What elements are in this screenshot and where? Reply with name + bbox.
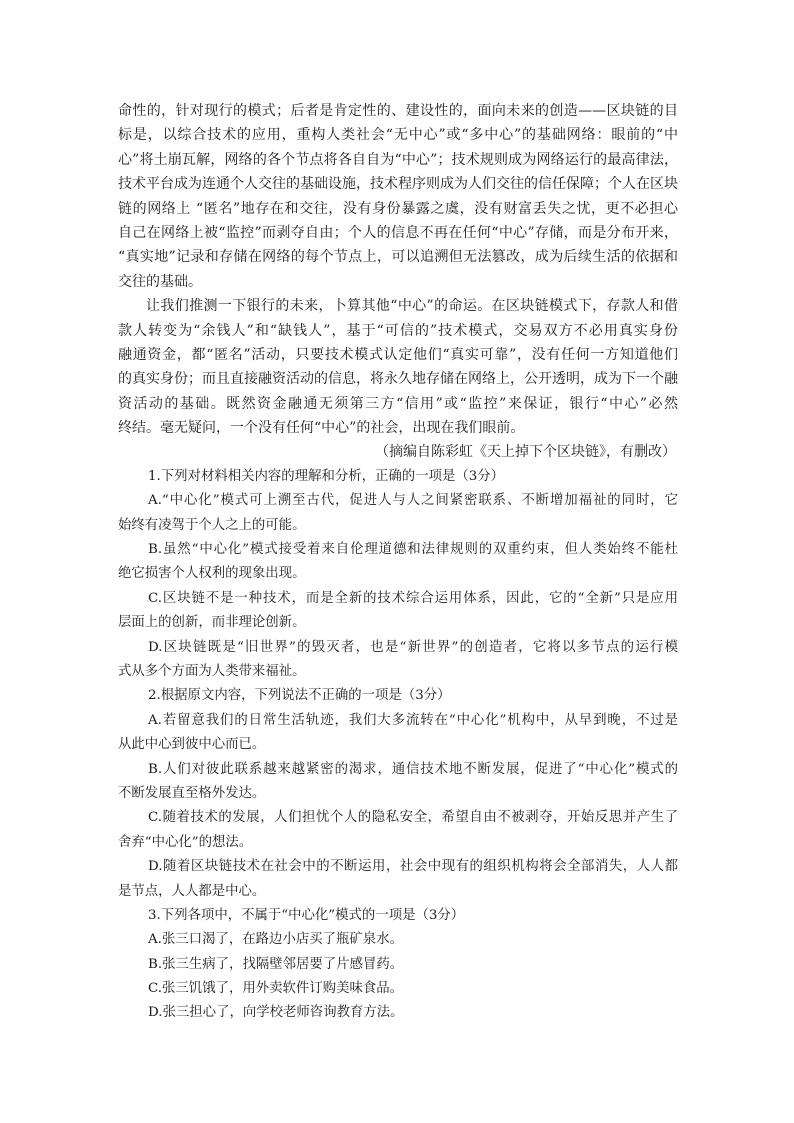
option-c-line-1: C.随着技术的发展，人们担忧个人的隐私安全，希望自由不被剥夺，开始反思并产生了 [148,810,678,826]
option-d-line-1: D.区块链既是“旧世界”的毁灭者，也是“新世界”的创造者，它将以多节点的运行模 [148,639,678,655]
text-line: 的真实身份；而且直接融资活动的信息，将永久地存储在网络上，公开透明，成为下一个融 [118,371,678,388]
option-d-line-1: D.随着区块链技术在社会中的不断运用，社会中现有的组织机构将会全部消失，人人都 [148,859,678,875]
text-line: 命性的，针对现行的模式；后者是肯定性的、建设性的，面向未来的创造——区块链的目 [118,103,678,119]
question-3 [118,904,678,1026]
option-a-line-1: A.若留意我们的日常生活轨迹，我们大多流转在“中心化”机构中，从早到晚，不过是 [148,712,678,728]
text-line: 让我们推测一下银行的未来，卜算其他“中心”的命运。在区块链模式下，存款人和借 [146,298,678,315]
question-stem: 1.下列对材料相关内容的理解和分析，正确的一项是（3分） [148,468,505,484]
option-d-line-2: 是节点，人人都是中心。 [118,883,266,899]
option-a-line-2: 始终有凌驾于个人之上的可能。 [118,517,306,533]
text-line: “真实地”记录和存储在网络的每个节点上，可以追溯但无法篡改，成为后续生活的依据和 [118,249,678,266]
document-page [118,99,678,1026]
text-line: 终结。毫无疑问，一个没有任何“中心”的社会，出现在我们眼前。 [118,420,525,437]
text-line: 心”将土崩瓦解，网络的各个节点将各自自为“中心”；技术规则成为网络运行的最高律法， [118,151,678,168]
option-c-line-1: C.区块链不是一种技术，而是全新的技术综合运用体系，因此，它的“全新”只是应用 [148,590,678,606]
option-a-line-1: A.“中心化”模式可上溯至古代，促进人与人之间紧密联系、不断增加福祉的同时，它 [148,493,678,509]
text-line: 标是，以综合技术的应用，重构人类社会“无中心”或“多中心”的基础网络：眼前的“中 [118,127,678,144]
option-b: B.张三生病了，找隔壁邻居要了片感冒药。 [148,956,404,972]
option-d: D.张三担心了，向学校老师咨询教育方法。 [148,1005,404,1021]
option-a: A.张三口渴了，在路边小店买了瓶矿泉水。 [148,932,403,948]
question-stem: 3.下列各项中，不属于“中心化”模式的一项是（3分） [148,907,465,923]
option-b-line-2: 不断发展直至格外发达。 [118,785,266,801]
option-c-line-2: 层面上的创新，而非理论创新。 [118,615,306,631]
text-line: 链的网络上 “匿名”地存在和交往，没有身份暴露之虞，没有财富丢失之忧，更不必担心 [118,200,678,217]
passage-paragraph-1 [118,99,678,294]
option-b-line-2: 绝它损害个人权利的现象出现。 [118,566,306,582]
option-d-line-2: 式从多个方面为人类带来福祉。 [118,663,306,679]
source-citation: （摘编自陈彩虹《天上掉下个区块链》，有删改） [375,444,676,461]
option-a-line-2: 从此中心到彼中心而已。 [118,737,266,753]
option-b-line-1: B.人们对彼此联系越来越紧密的渴求，通信技术地不断发展，促进了“中心化”模式的 [148,761,678,777]
question-2 [118,684,678,904]
passage-paragraph-2 [118,294,678,440]
text-line: 自己在网络上被“监控”而剥夺自由；个人的信息不再在任何“中心”存储，而是分布开来， [118,224,678,241]
text-line: 技术平台成为连通个人交往的基础设施，技术程序则成为人们交往的信任保障；个人在区块 [118,176,678,193]
option-c-line-2: 舍弃“中心化”的想法。 [118,834,253,850]
text-line: 资活动的基础。既然资金融通无须第三方“信用”或“监控”来保证，银行“中心”必然 [118,395,678,412]
text-line: 款人转变为“余钱人”和“缺钱人”，基于“可信的”技术模式，交易双方不必用真实身份 [118,322,678,339]
option-c: C.张三饥饿了，用外卖软件订购美味食品。 [148,981,404,997]
text-line: 融通资金，都“匿名”活动，只要技术模式认定他们“真实可靠”，没有任何一方知道他们 [118,346,678,363]
text-line: 交往的基础。 [118,273,202,290]
question-1 [118,465,678,685]
question-stem: 2.根据原文内容，下列说法不正确的一项是（3分） [148,688,451,704]
option-b-line-1: B.虽然“中心化”模式接受着来自伦理道德和法律规则的双重约束，但人类始终不能杜 [148,542,678,558]
